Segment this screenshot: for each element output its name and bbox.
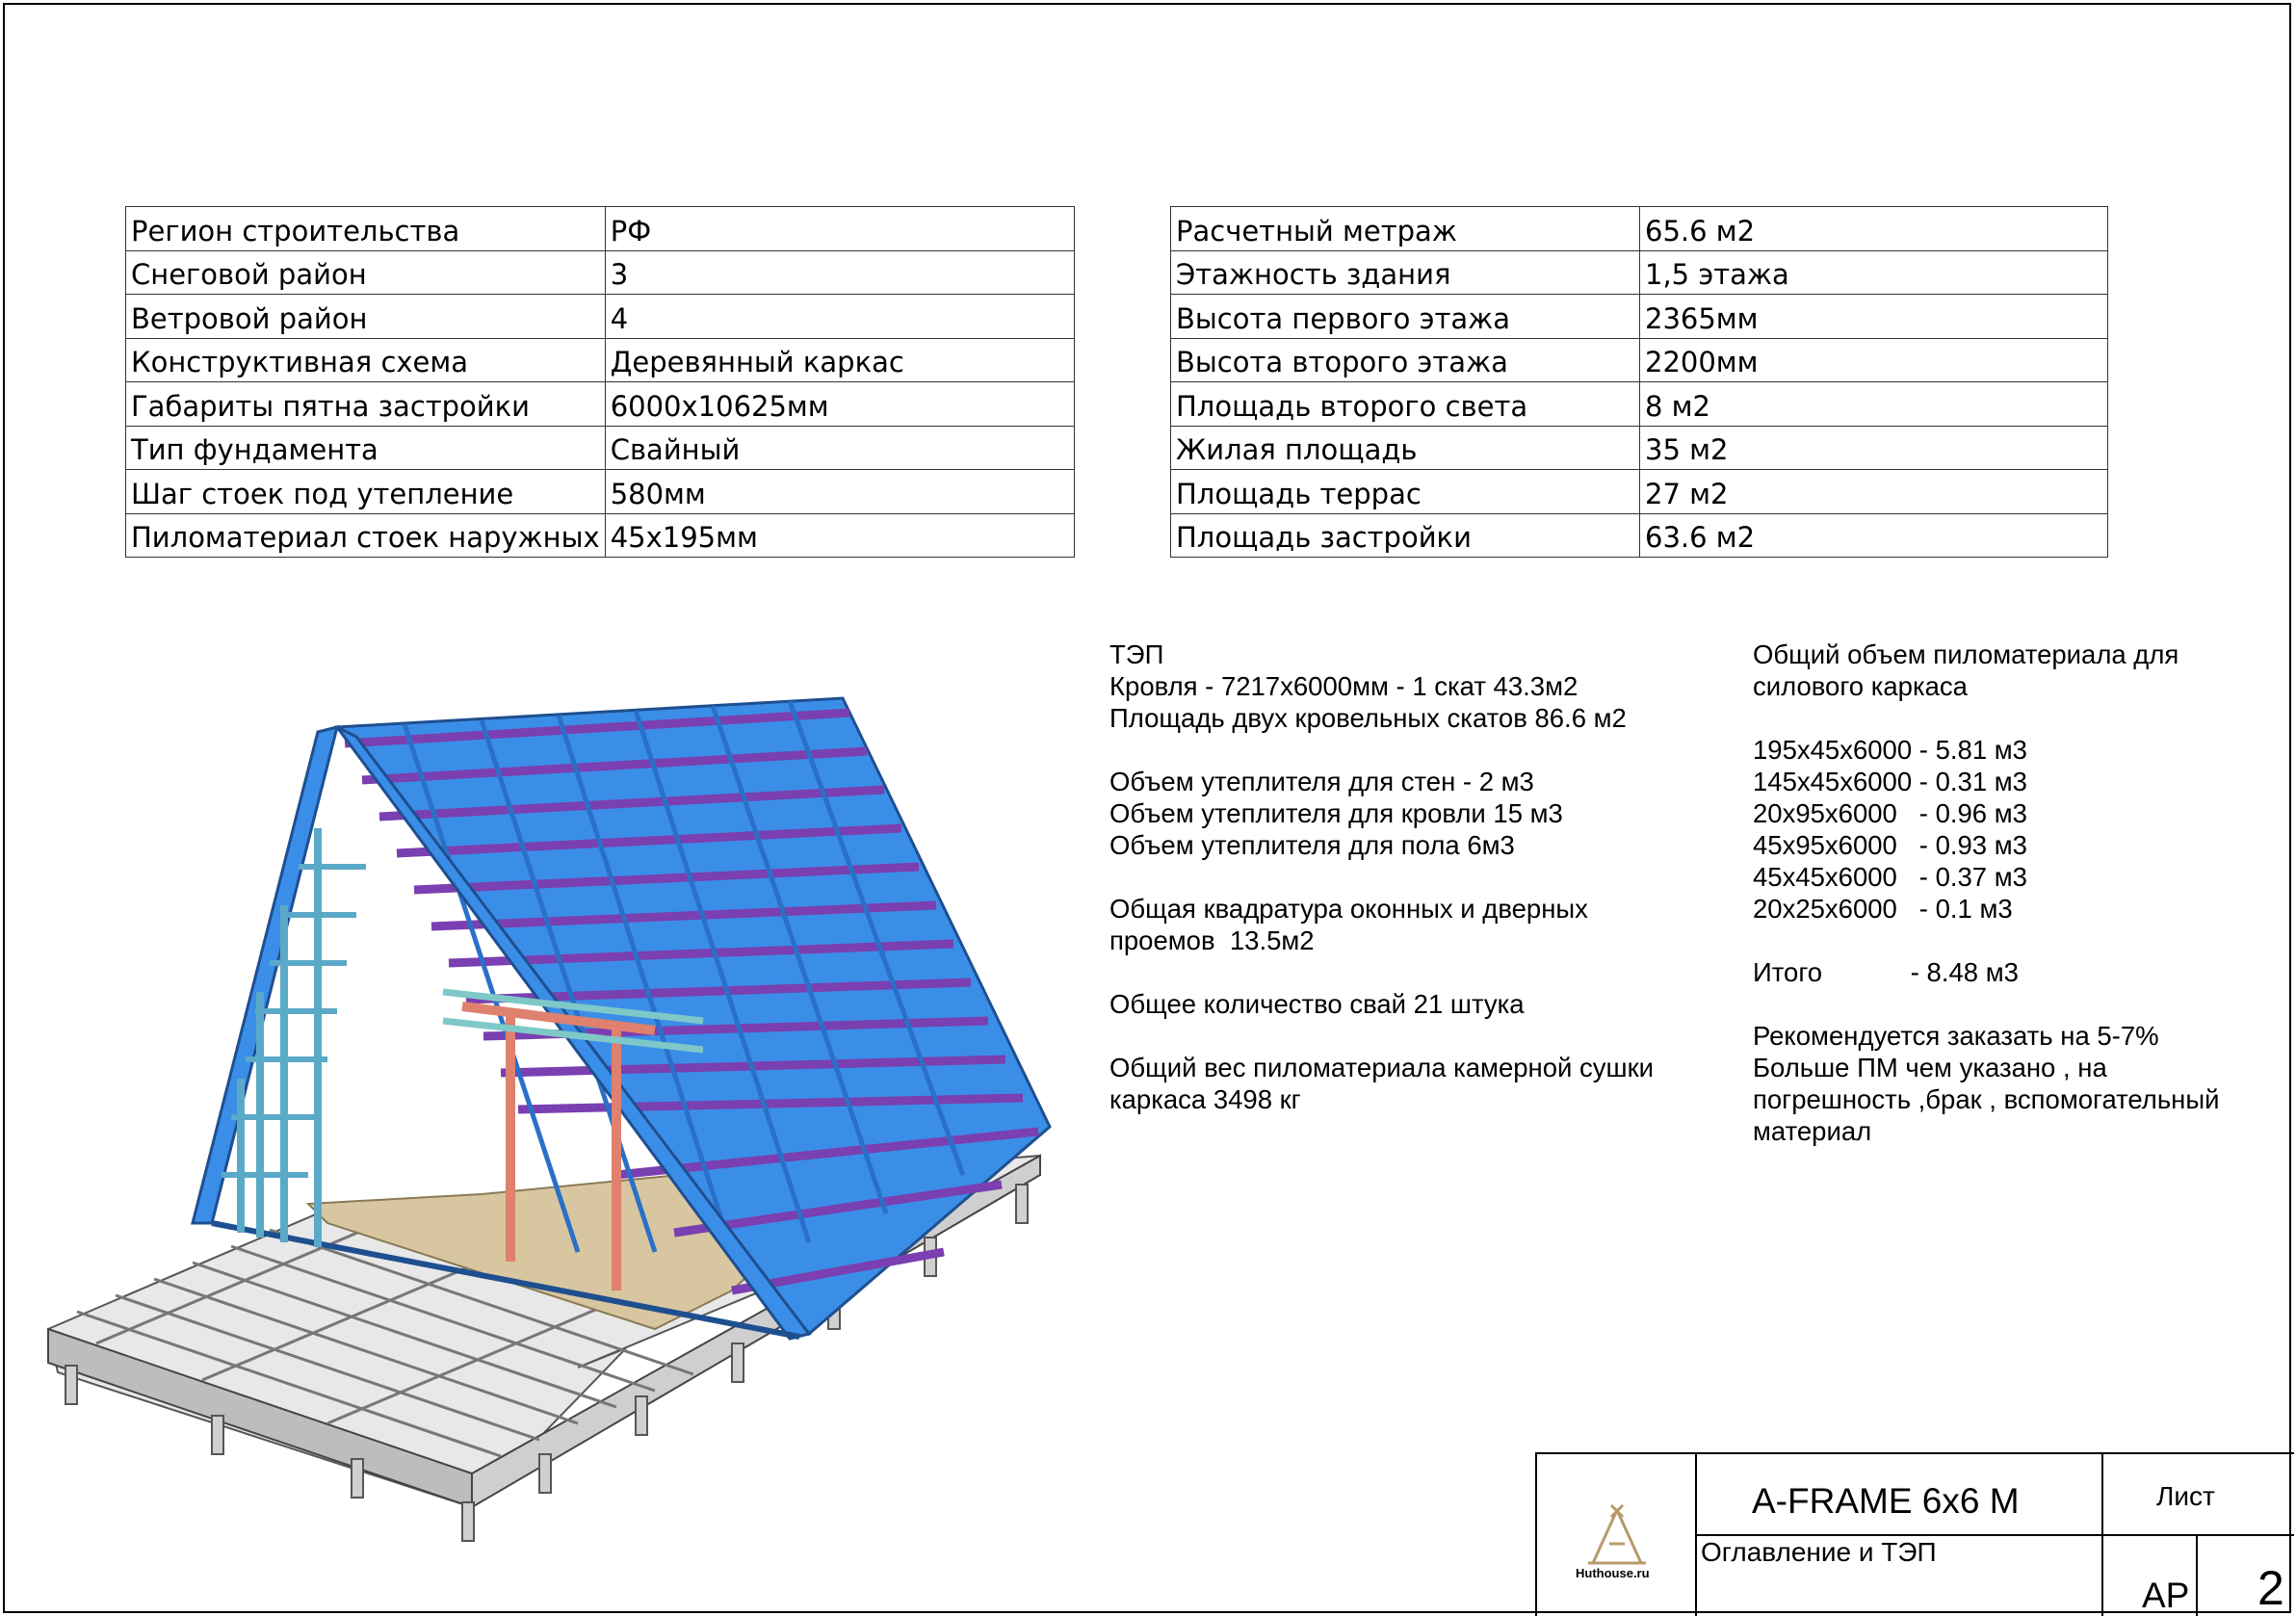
sheet-label: Лист [2156,1481,2215,1511]
table-row [1171,513,2108,558]
param-name: Конструктивная схема [126,338,606,382]
param-value: 1,5 этажа [1640,250,2108,295]
table-row [126,250,1075,295]
param-value: 45x195мм [605,513,1074,558]
sheet-code: АР [2142,1576,2190,1615]
param-name: Площадь террас [1171,470,1640,514]
param-value: 4 [605,295,1074,339]
params-table-left [125,206,1075,558]
param-value: 2365мм [1640,295,2108,339]
param-name: Расчетный метраж [1171,207,1640,251]
table-row [1171,250,2108,295]
param-name: Жилая площадь [1171,426,1640,470]
table-row [126,295,1075,339]
huthouse-logo [1569,1496,1665,1602]
title-block [1535,1452,2294,1616]
table-row [126,470,1075,514]
param-value: 65.6 м2 [1640,207,2108,251]
sheet-subtitle: Оглавление и ТЭП [1701,1537,1937,1567]
sheet-number: 2 [2257,1561,2284,1615]
param-value: 63.6 м2 [1640,513,2108,558]
param-name: Высота первого этажа [1171,295,1640,339]
param-value: 8 м2 [1640,382,2108,427]
param-value: 35 м2 [1640,426,2108,470]
project-title: A-FRAME 6x6 M [1752,1481,2020,1521]
table-row [1171,426,2108,470]
param-value: 580мм [605,470,1074,514]
param-name: Площадь застройки [1171,513,1640,558]
param-name: Этажность здания [1171,250,1640,295]
table-row [1171,295,2108,339]
param-value: 2200мм [1640,338,2108,382]
param-name: Площадь второго света [1171,382,1640,427]
param-value: 3 [605,250,1074,295]
param-name: Снеговой район [126,250,606,295]
param-name: Высота второго этажа [1171,338,1640,382]
param-value: РФ [605,207,1074,251]
table-row [126,338,1075,382]
logo-text: Huthouse.ru [1576,1566,1650,1580]
param-value: 6000x10625мм [605,382,1074,427]
param-value: 27 м2 [1640,470,2108,514]
lumber-volume-text: Общий объем пиломатериала для силового каркаса 195x45x6000 - 5.81 м3 145x45x6000 - 0.31 м3 20x95x6000 - 0.96 м3 45x95x6000 - 0.93 м3 45x45x6000 - 0.37 м3 20x25x6000 - 0.1 м3 Итого - 8.48 м3 Рекомендуется заказать на 5-7% Больше ПМ чем указано , на погрешность ,брак , вспомогательный материал [1753,639,2220,1146]
house-3d-illustration [39,674,1059,1599]
param-value: Свайный [605,426,1074,470]
table-row [126,426,1075,470]
table-row [126,382,1075,427]
params-table-right [1170,206,2108,558]
table-row [1171,338,2108,382]
tep-text: ТЭП Кровля - 7217x6000мм - 1 скат 43.3м2 Площадь двух кровельных скатов 86.6 м2 Объем утеплителя для стен - 2 м3 Объем утеплителя для кровли 15 м3 Объем утеплителя для пола 6м3 Общая квадратура оконных и дверных проемов 13.5м2 Общее количество свай 21 штука Общий вес пиломатериала камерной сушки каркаса 3498 кг [1109,639,1654,1114]
param-name: Габариты пятна застройки [126,382,606,427]
param-name: Пиломатериал стоек наружных [126,513,606,558]
table-row [1171,382,2108,427]
param-name: Регион строительства [126,207,606,251]
table-row [126,513,1075,558]
table-row [126,207,1075,251]
param-value: Деревянный каркас [605,338,1074,382]
table-row [1171,470,2108,514]
param-name: Шаг стоек под утепление [126,470,606,514]
param-name: Тип фундамента [126,426,606,470]
table-row [1171,207,2108,251]
param-name: Ветровой район [126,295,606,339]
